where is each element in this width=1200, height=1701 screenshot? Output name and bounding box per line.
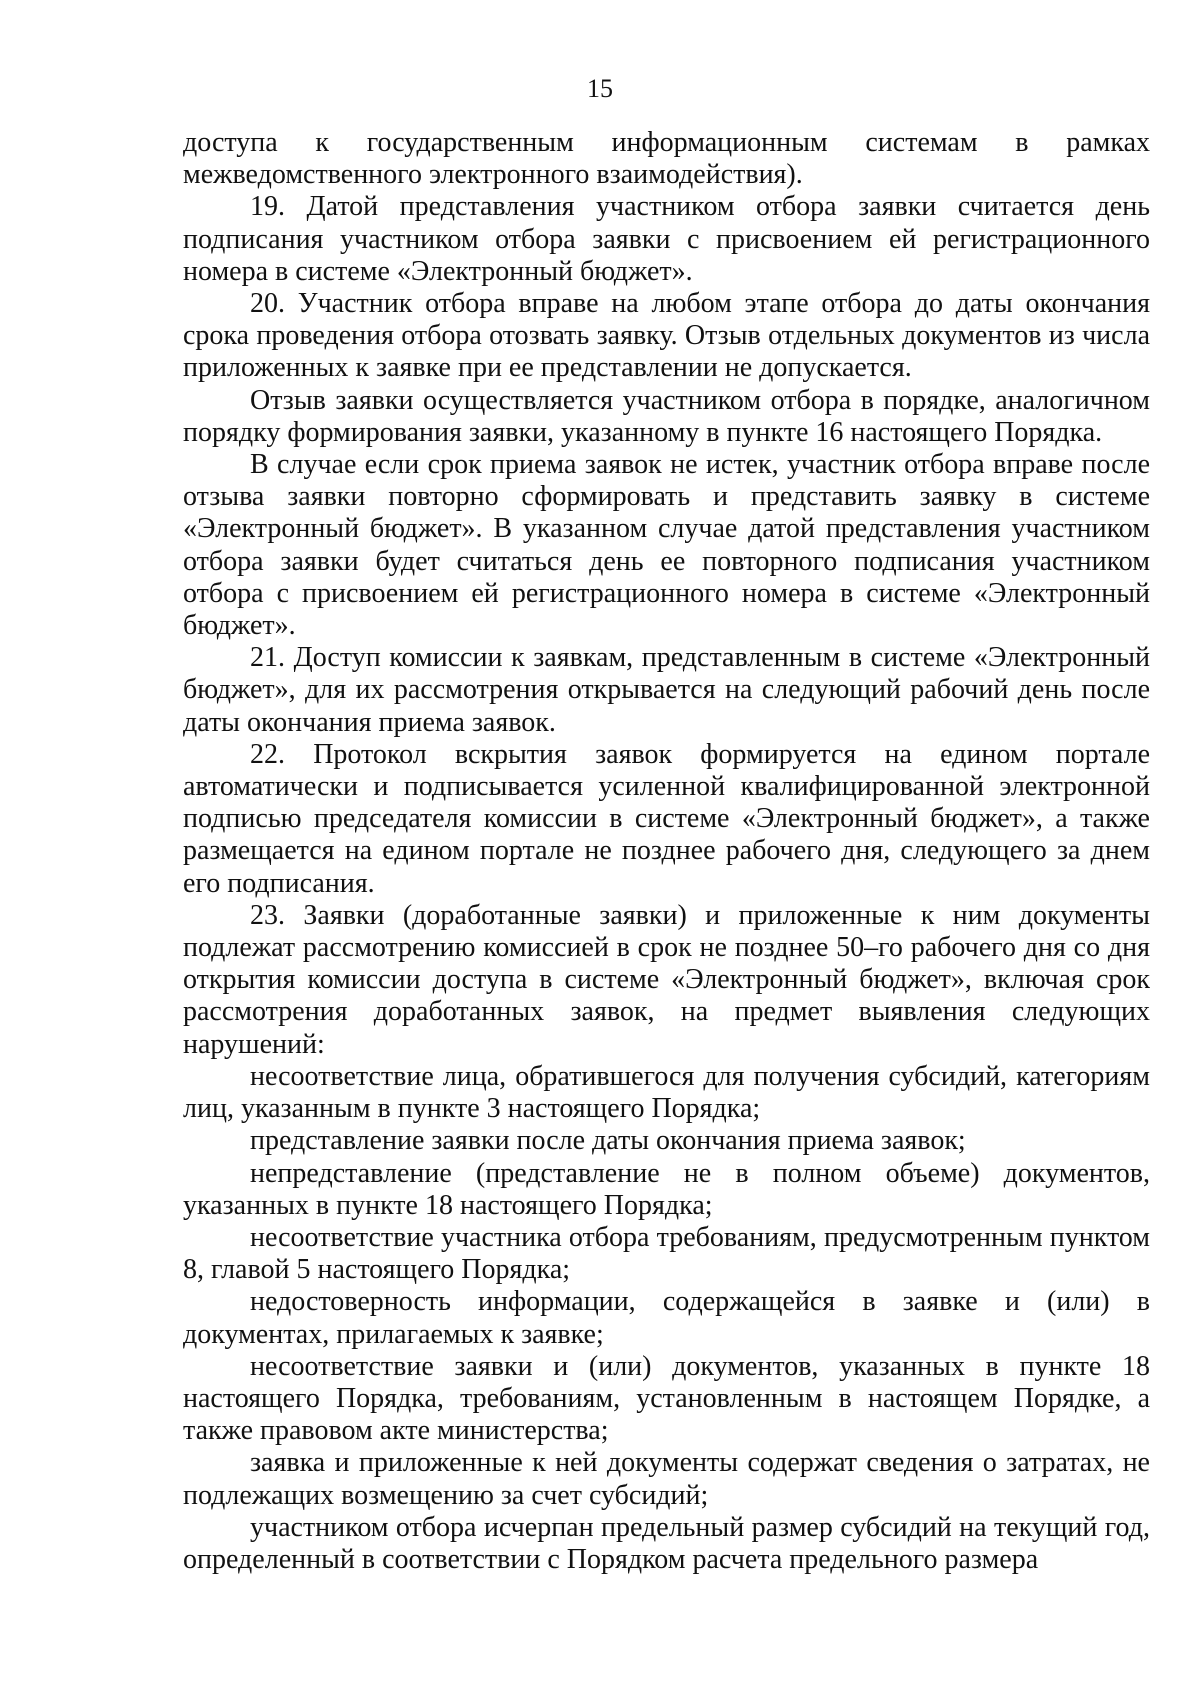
- violation-item: недостоверность информации, содержащейся в заявке и (или) в документах, прилагаемых к заявке;: [183, 1286, 1150, 1350]
- document-body: [183, 127, 1150, 1576]
- paragraph-23: 23. Заявки (доработанные заявки) и приложенные к ним документы подлежат рассмотрению комиссией в срок не позднее 50–го рабочего дня со дня открытия комиссии доступа в системе «Электронный бюджет», включая срок рассмотрения доработанных заявок, на предмет выявления следующих нарушений:: [183, 899, 1150, 1060]
- paragraph-20: 20. Участник отбора вправе на любом этапе отбора до даты окончания срока проведения отбора отозвать заявку. Отзыв отдельных документов из числа приложенных к заявке при ее представлении не допускается.: [183, 288, 1150, 384]
- paragraph-20-resubmission: В случае если срок приема заявок не истек, участник отбора вправе после отзыва заявки повторно сформировать и представить заявку в системе «Электронный бюджет». В указанном случае датой представления участником отбора заявки будет считаться день ее повторного подписания участником отбора с присвоением ей регистрационного номера в системе «Электронный бюджет».: [183, 449, 1150, 642]
- violation-item: несоответствие заявки и (или) документов, указанных в пункте 18 настоящего Порядка, требованиям, установленным в настоящем Порядке, а также правовом акте министерства;: [183, 1350, 1150, 1447]
- page-number: 15: [587, 74, 613, 103]
- violation-item: непредставление (представление не в полном объеме) документов, указанных в пункте 18 настоящего Порядка;: [183, 1157, 1150, 1221]
- paragraph-20-withdrawal: Отзыв заявки осуществляется участником отбора в порядке, аналогичном порядку формирования заявки, указанному в пункте 16 настоящего Порядка.: [183, 384, 1150, 448]
- violation-item: несоответствие лица, обратившегося для получения субсидий, категориям лиц, указанным в пункте 3 настоящего Порядка;: [183, 1060, 1150, 1125]
- violation-item: представление заявки после даты окончания приема заявок;: [250, 1125, 966, 1157]
- paragraph-19: 19. Датой представления участником отбора заявки считается день подписания участником отбора заявки с присвоением ей регистрационного номера в системе «Электронный бюджет».: [183, 191, 1150, 287]
- violation-item: несоответствие участника отбора требованиям, предусмотренным пунктом 8, главой 5 настоящего Порядка;: [183, 1221, 1150, 1286]
- paragraph-22: 22. Протокол вскрытия заявок формируется на едином портале автоматически и подписывается усиленной квалифицированной электронной подписью председателя комиссии в системе «Электронный бюджет», а также размещается на едином портале не позднее рабочего дня, следующего за днем его подписания.: [183, 738, 1150, 899]
- paragraph-continuation: доступа к государственным информационным системам в рамках межведомственного электронного взаимодействия).: [183, 127, 1150, 191]
- violation-item: участником отбора исчерпан предельный размер субсидий на текущий год, определенный в соответствии с Порядком расчета предельного размера: [183, 1511, 1150, 1575]
- paragraph-21: 21. Доступ комиссии к заявкам, представленным в системе «Электронный бюджет», для их рассмотрения открывается на следующий рабочий день после даты окончания приема заявок.: [183, 642, 1150, 738]
- violation-item: заявка и приложенные к ней документы содержат сведения о затратах, не подлежащих возмещению за счет субсидий;: [183, 1447, 1150, 1511]
